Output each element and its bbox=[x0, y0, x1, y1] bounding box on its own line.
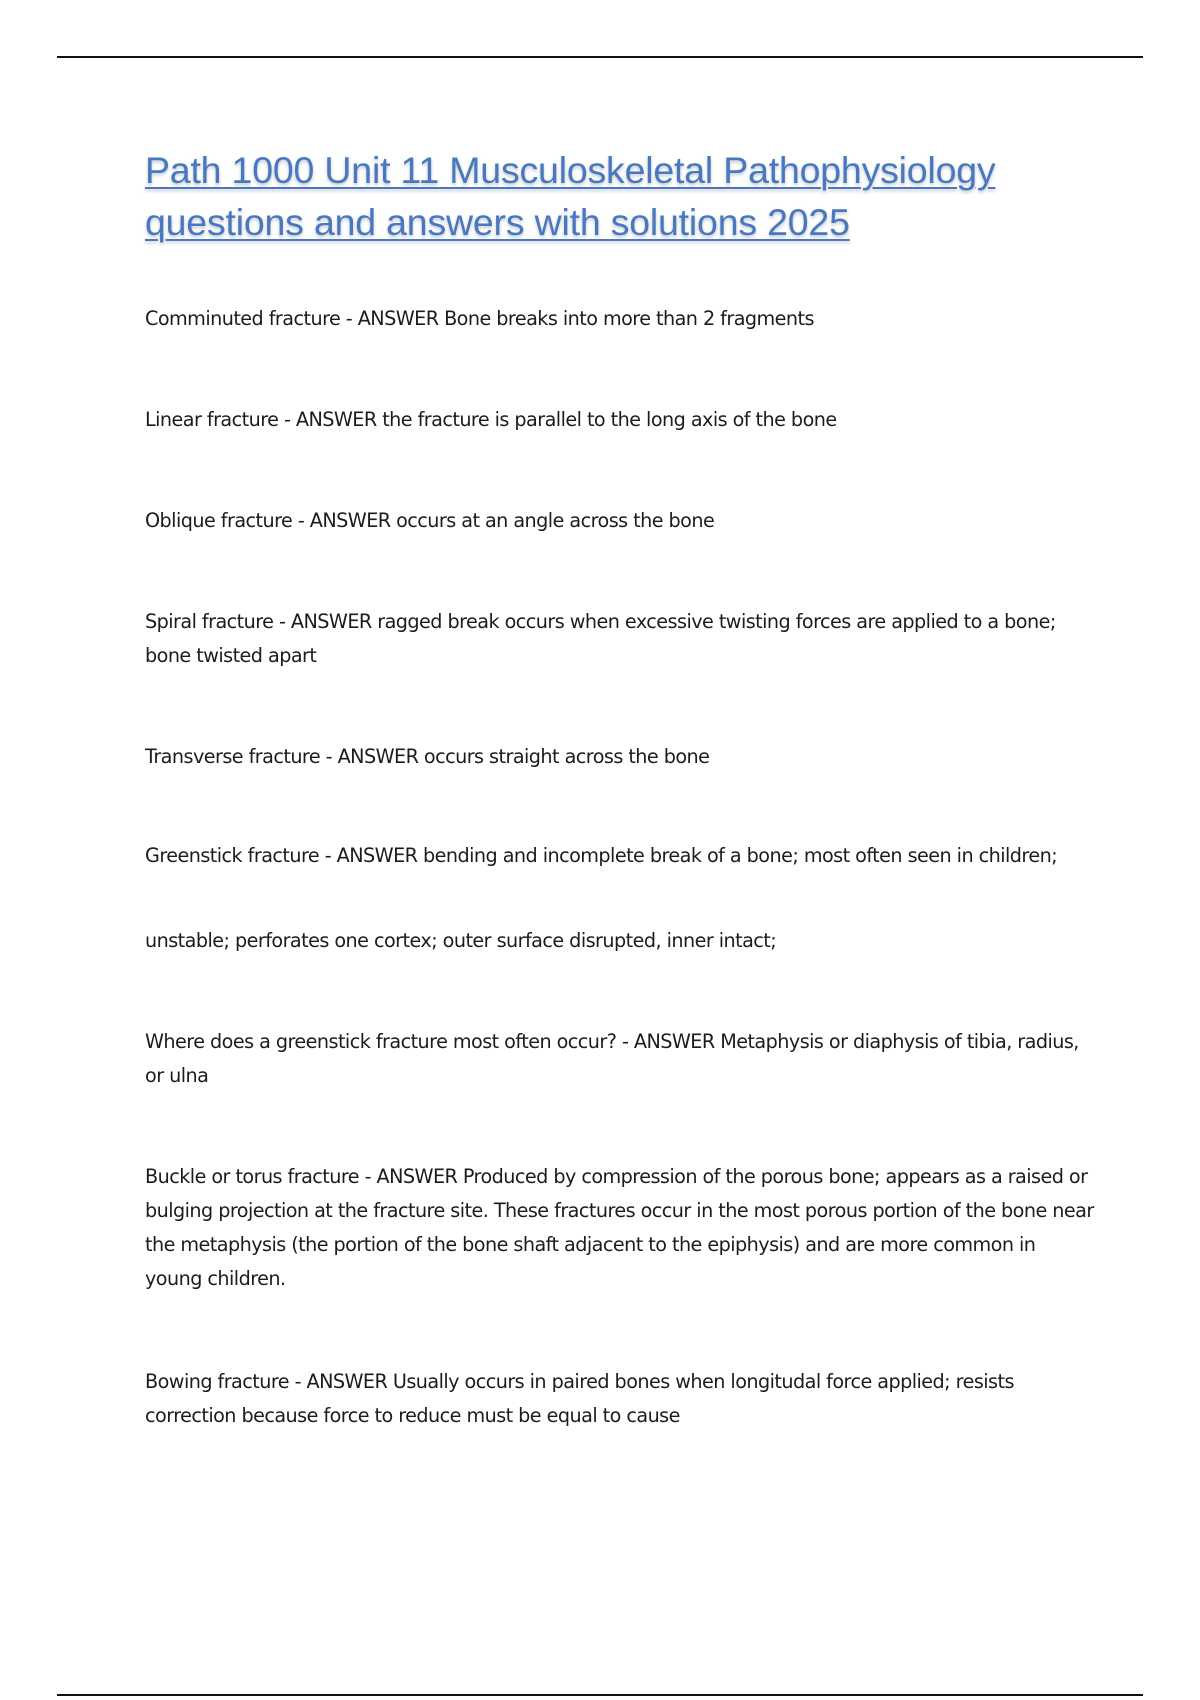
qa-term: Buckle or torus fracture bbox=[145, 1165, 360, 1188]
qa-entry bbox=[145, 1365, 1095, 1433]
qa-term: Comminuted fracture bbox=[145, 307, 341, 330]
qa-term: Linear fracture bbox=[145, 408, 279, 431]
bottom-rule bbox=[57, 1694, 1143, 1696]
qa-answer: Metaphysis or diaphysis of tibia, radius, or ulna bbox=[145, 1030, 1079, 1087]
top-rule bbox=[57, 56, 1143, 58]
qa-separator: - ANSWER bbox=[319, 844, 423, 867]
qa-term: Oblique fracture bbox=[145, 509, 293, 532]
qa-separator: - ANSWER bbox=[320, 745, 424, 768]
qa-term: Bowing fracture bbox=[145, 1370, 290, 1393]
qa-answer: occurs at an angle across the bone bbox=[396, 509, 715, 532]
qa-entry bbox=[145, 504, 1095, 538]
qa-separator: - ANSWER bbox=[616, 1030, 721, 1053]
qa-entry bbox=[145, 403, 1095, 437]
qa-entry bbox=[145, 605, 1095, 673]
qa-separator: - ANSWER bbox=[340, 307, 445, 330]
qa-entry bbox=[145, 839, 1095, 873]
qa-answer: Bone breaks into more than 2 fragments bbox=[444, 307, 814, 330]
qa-continuation: unstable; perforates one cortex; outer surface disrupted, inner intact; bbox=[145, 929, 777, 952]
qa-answer: ragged break occurs when excessive twisting forces are applied to a bone; bone twisted apart bbox=[145, 610, 1056, 667]
qa-entry bbox=[145, 1160, 1095, 1296]
qa-separator: - ANSWER bbox=[289, 1370, 393, 1393]
qa-answer: bending and incomplete break of a bone; most often seen in children; bbox=[423, 844, 1058, 867]
qa-separator: - ANSWER bbox=[359, 1165, 463, 1188]
qa-separator: - ANSWER bbox=[278, 408, 383, 431]
page-title[interactable]: Path 1000 Unit 11 Musculoskeletal Pathophysiology questions and answers with solutions 2025 bbox=[145, 149, 996, 243]
qa-answer: Produced by compression of the porous bone; appears as a raised or bulging projection at the fracture site. These fractures occur in the most porous portion of the bone near the metaphysis (the portion of the bone shaft adjacent to the epiphysis) and are more common in young children. bbox=[145, 1165, 1094, 1290]
qa-answer: the fracture is parallel to the long axis of the bone bbox=[382, 408, 837, 431]
qa-entry bbox=[145, 302, 1095, 336]
qa-entry bbox=[145, 1025, 1095, 1093]
qa-answer: occurs straight across the bone bbox=[423, 745, 710, 768]
qa-separator: - ANSWER bbox=[292, 509, 397, 532]
qa-answer: Usually occurs in paired bones when longitudal force applied; resists correction because force to reduce must be equal to cause bbox=[145, 1370, 1014, 1427]
qa-term: Spiral fracture bbox=[145, 610, 274, 633]
qa-term: Where does a greenstick fracture most often occur? bbox=[145, 1030, 617, 1053]
qa-term: Greenstick fracture bbox=[145, 844, 320, 867]
qa-entry bbox=[145, 740, 1095, 774]
qa-separator: - ANSWER bbox=[273, 610, 378, 633]
qa-term: Transverse fracture bbox=[145, 745, 321, 768]
